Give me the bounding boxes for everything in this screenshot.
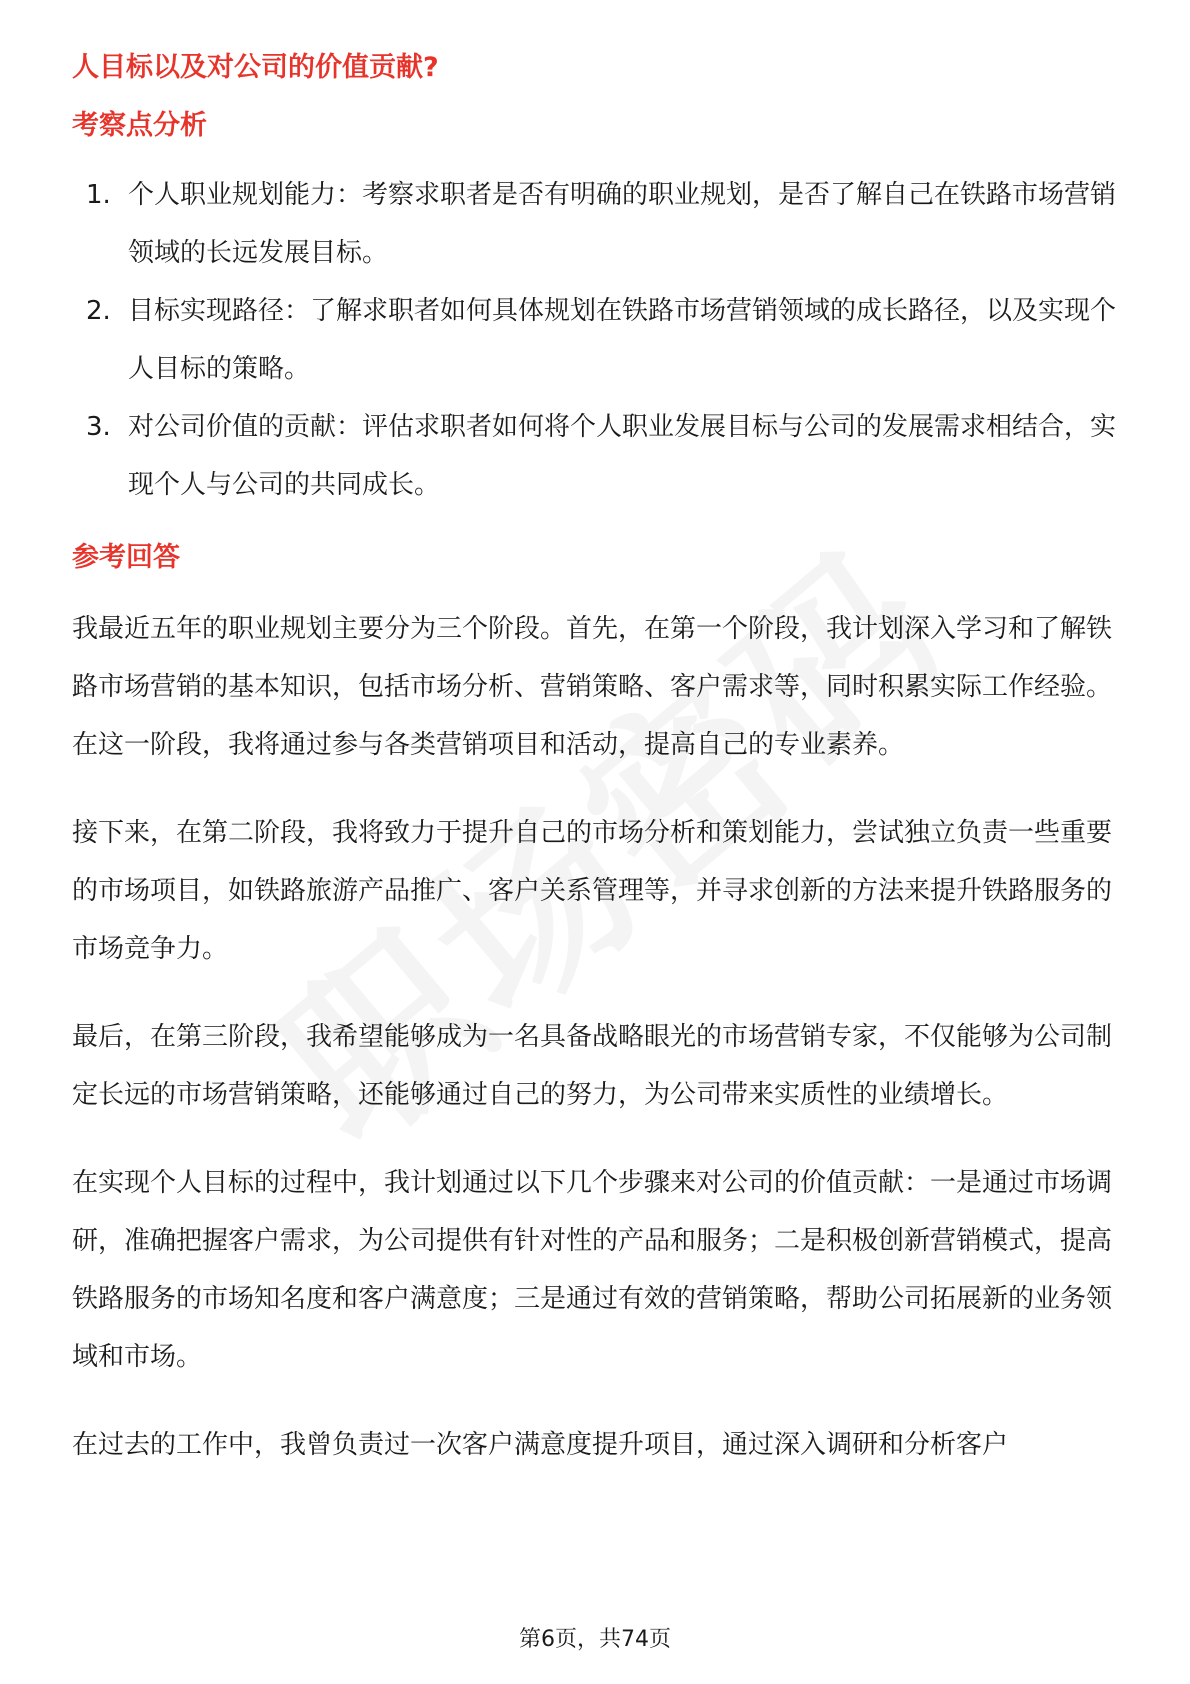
answer-paragraph: 在实现个人目标的过程中，我计划通过以下几个步骤来对公司的价值贡献：一是通过市场调研，准确把握客户需求，为公司提供有针对性的产品和服务；二是积极创新营销模式，提高铁路服务的市场知名度和客户满意度；三是通过有效的营销策略，帮助公司拓展新的业务领域和市场。 (72, 1168, 1113, 1372)
answer-paragraph: 最后，在第三阶段，我希望能够成为一名具备战略眼光的市场营销专家，不仅能够为公司制定长远的市场营销策略，还能够通过自己的努力，为公司带来实质性的业绩增长。 (72, 1022, 1113, 1110)
list-item (72, 166, 1118, 282)
list-item-number: 2. (86, 296, 111, 326)
page-content (72, 44, 1118, 1474)
analysis-heading: 考察点分析 (72, 110, 207, 141)
list-item-text: 目标实现路径：了解求职者如何具体规划在铁路市场营销领域的成长路径，以及实现个人目标的策略。 (128, 296, 1117, 384)
answer-paragraph: 接下来，在第二阶段，我将致力于提升自己的市场分析和策划能力，尝试独立负责一些重要的市场项目，如铁路旅游产品推广、客户关系管理等，并寻求创新的方法来提升铁路服务的市场竞争力。 (72, 818, 1113, 964)
list-item-text: 个人职业规划能力：考察求职者是否有明确的职业规划，是否了解自己在铁路市场营销领域的长远发展目标。 (128, 180, 1117, 268)
analysis-list (72, 166, 1118, 514)
answer-paragraph: 我最近五年的职业规划主要分为三个阶段。首先，在第一个阶段，我计划深入学习和了解铁路市场营销的基本知识，包括市场分析、营销策略、客户需求等，同时积累实际工作经验。在这一阶段，我将通过参与各类营销项目和活动，提高自己的专业素养。 (72, 614, 1113, 760)
answer-heading: 参考回答 (72, 542, 180, 573)
answer-paragraph: 在过去的工作中，我曾负责过一次客户满意度提升项目，通过深入调研和分析客户 (72, 1430, 1009, 1460)
list-item-number: 1. (86, 180, 111, 210)
list-item-text: 对公司价值的贡献：评估求职者如何将个人职业发展目标与公司的发展需求相结合，实现个人与公司的共同成长。 (128, 412, 1117, 500)
list-item (72, 398, 1118, 514)
list-item (72, 282, 1118, 398)
question-title: 人目标以及对公司的价值贡献? (72, 52, 439, 83)
page-number-footer: 第6页，共74页 (519, 1627, 671, 1652)
list-item-number: 3. (86, 412, 111, 442)
